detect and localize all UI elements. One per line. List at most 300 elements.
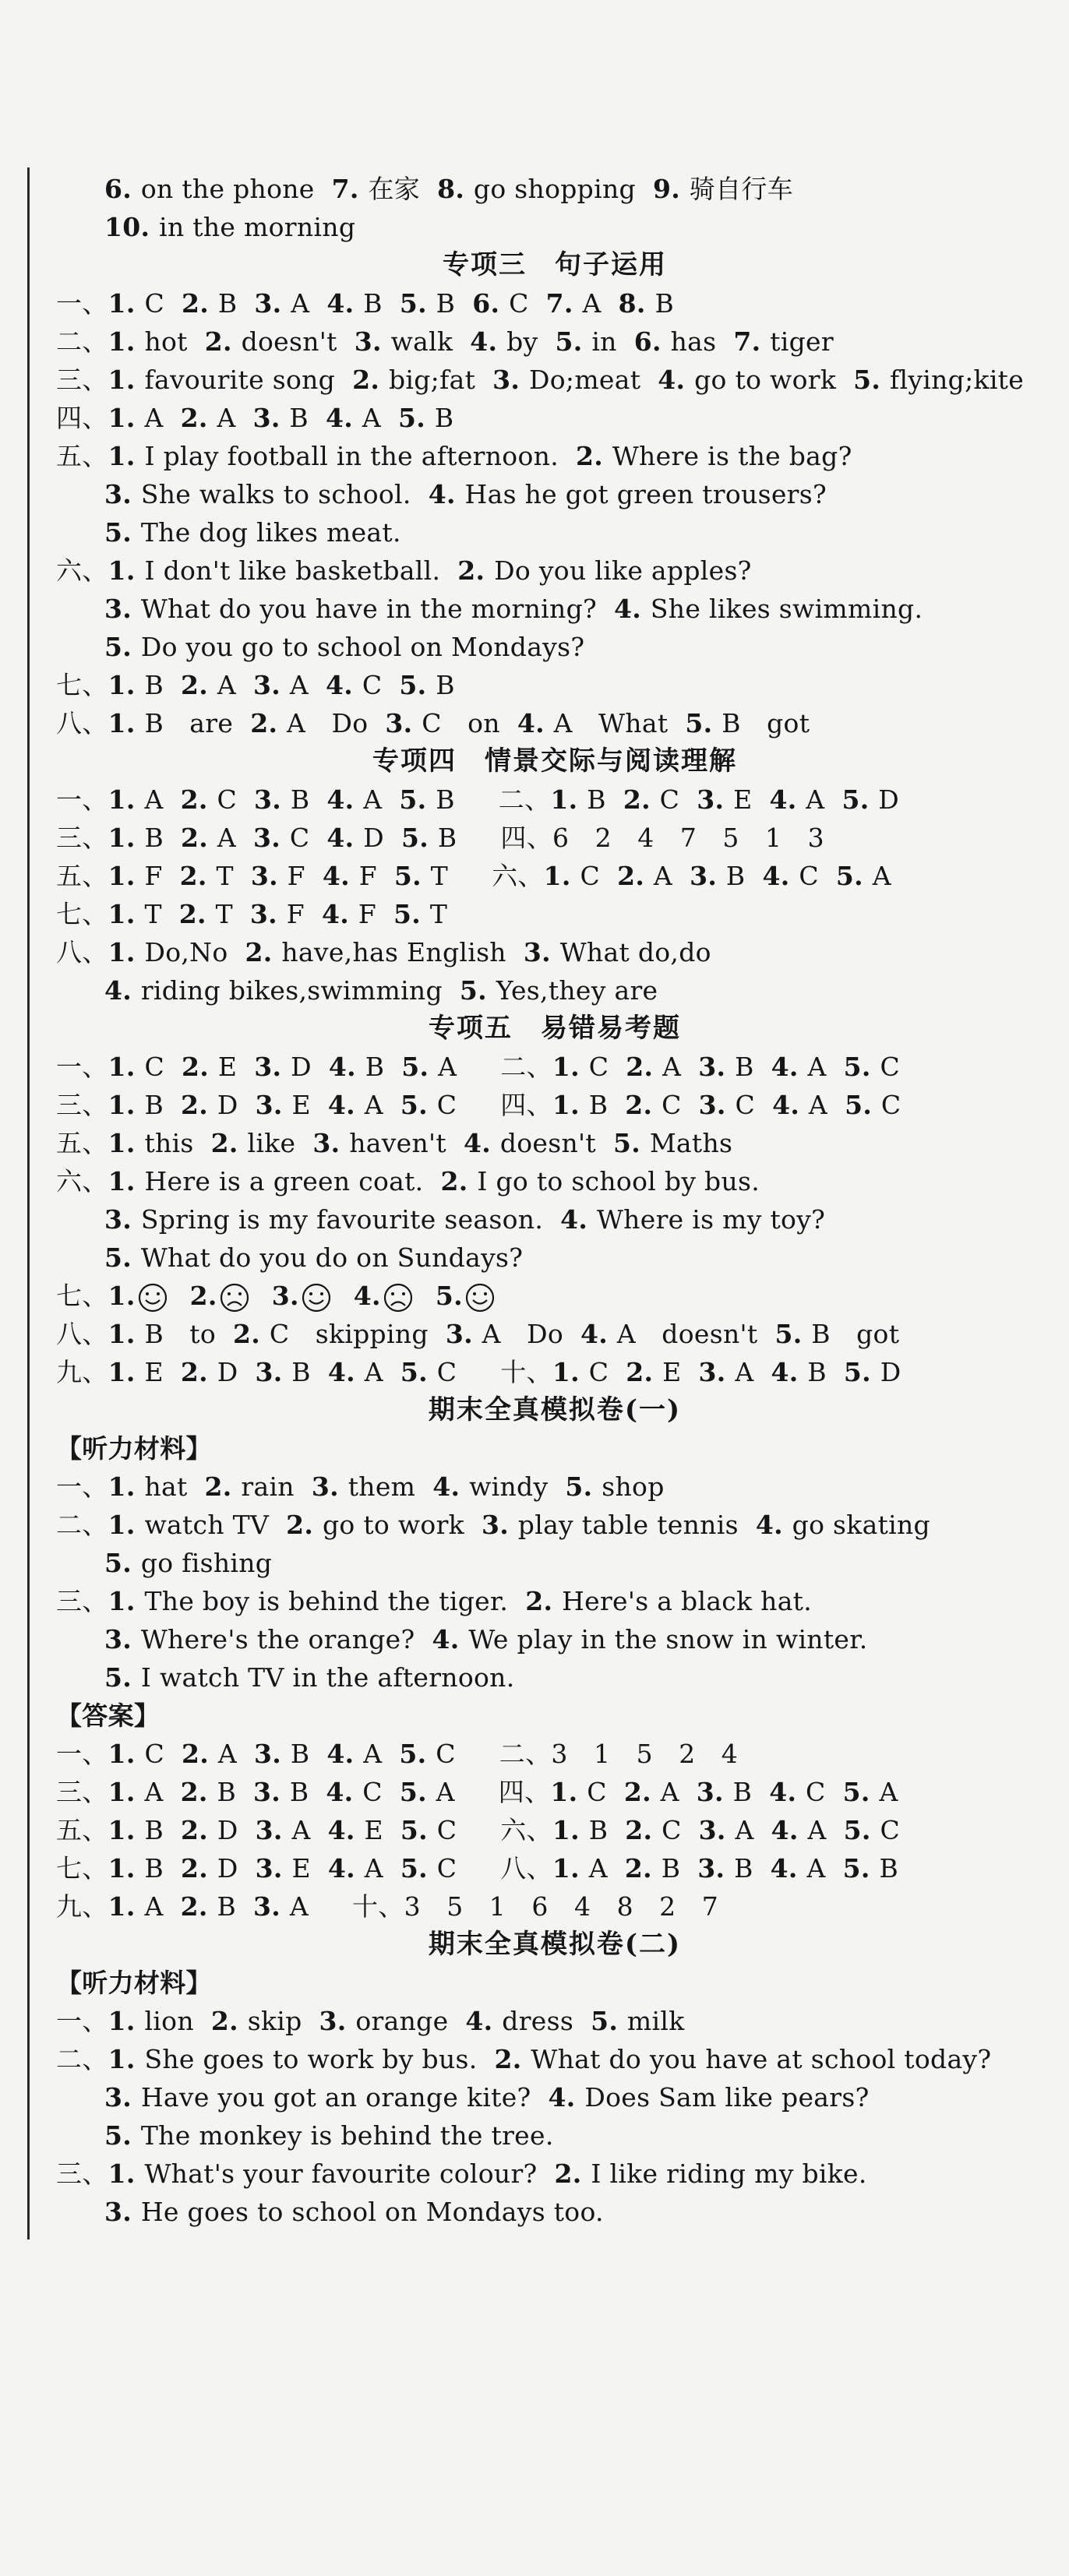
question-prefix: 十、 <box>351 1891 404 1922</box>
item-number: 3. <box>253 1777 290 1807</box>
item-number: 1. <box>108 555 145 586</box>
item-number: 3. <box>254 1052 291 1082</box>
answer-value: What do,do <box>559 937 711 967</box>
item-number: 4. <box>326 1739 364 1769</box>
answer-value: C <box>735 1090 756 1120</box>
answer-line <box>56 1811 1053 1849</box>
answer-value: T <box>429 899 448 929</box>
item-number: 4. <box>772 1090 809 1120</box>
item-number: 7. <box>733 326 771 357</box>
answer-value: E <box>733 784 753 815</box>
item-number: 4. <box>353 1281 381 1311</box>
answer-value: D <box>217 1815 238 1845</box>
answer-value: C <box>436 1853 457 1884</box>
item-number: 1. <box>552 1052 589 1082</box>
answer-line <box>56 628 1053 666</box>
item-number: 7. <box>545 288 583 319</box>
answer-value: I play football in the afternoon. <box>144 441 559 471</box>
answer-value: have,has English <box>281 937 506 967</box>
answer-value: Where is the bag? <box>612 441 852 471</box>
question-prefix: 三、 <box>56 2158 108 2189</box>
item-number: 4. <box>769 1777 806 1807</box>
item-number: 2. <box>525 1586 563 1616</box>
answer-value: A <box>662 1052 682 1082</box>
item-number: 6. <box>472 288 510 319</box>
answer-value: T <box>430 861 449 891</box>
answer-value: A <box>588 1853 608 1884</box>
answer-line <box>56 1277 1053 1315</box>
item-number: 1. <box>108 2044 145 2074</box>
item-number: 5. <box>393 861 431 891</box>
item-number: 5. <box>393 899 430 929</box>
item-number: 2. <box>182 1052 218 1082</box>
item-number: 5. <box>400 1853 437 1884</box>
answer-value: C <box>659 784 680 815</box>
item-number: 5. <box>843 1815 880 1845</box>
item-number: 1. <box>108 1319 145 1349</box>
item-number: 2. <box>181 1815 217 1845</box>
answer-value: A <box>217 670 236 700</box>
item-number: 1. <box>552 1357 589 1387</box>
item-number: 5. <box>401 823 438 853</box>
answer-value: What do you have in the morning? <box>140 594 598 624</box>
answer-value: T <box>215 899 233 929</box>
item-number: 1. <box>108 1777 145 1807</box>
sad-face-icon <box>383 1282 414 1313</box>
question-prefix: 十、 <box>500 1357 552 1387</box>
answer-value: lion <box>144 2006 194 2036</box>
item-number: 5. <box>845 1090 881 1120</box>
answer-value: A <box>291 1815 311 1845</box>
answer-value: B <box>588 1815 609 1845</box>
answer-value: A <box>364 1853 383 1884</box>
answer-line <box>56 1353 1053 1391</box>
section-title: 专项四 情景交际与阅读理解 <box>372 745 737 777</box>
answer-value: A <box>291 288 310 319</box>
item-number: 2. <box>286 1510 323 1540</box>
answer-value: B <box>144 823 164 853</box>
answer-value: has <box>670 326 717 357</box>
answer-value: Have you got an orange kite? <box>140 2082 531 2113</box>
item-number: 3. <box>698 1815 736 1845</box>
answer-value: B <box>807 1357 827 1387</box>
item-number: 3. <box>250 861 288 891</box>
item-number: 2. <box>352 365 389 395</box>
answer-value: Yes,they are <box>496 975 658 1006</box>
item-number: 2. <box>182 1739 218 1769</box>
item-number: 3. <box>255 1090 292 1120</box>
item-number: 3. <box>698 1052 736 1082</box>
answer-line <box>56 1620 1053 1658</box>
item-number: 3. <box>698 1357 736 1387</box>
smile-face-icon <box>464 1282 496 1313</box>
answer-value: tiger <box>770 326 834 357</box>
answer-value: B <box>734 1853 753 1884</box>
item-number: 4. <box>327 1090 365 1120</box>
answer-value: B <box>144 1815 164 1845</box>
answer-line <box>56 1658 1053 1697</box>
answer-value: A <box>807 1815 827 1845</box>
answer-value: hat <box>144 1471 188 1502</box>
question-prefix: 四、 <box>56 403 108 433</box>
answer-value: A <box>879 1777 898 1807</box>
item-number: 2. <box>245 937 282 967</box>
answer-value: 在家 <box>368 174 421 204</box>
answer-value: D <box>878 784 900 815</box>
answer-value: E <box>662 1357 682 1387</box>
item-number: 2. <box>180 1891 217 1922</box>
answer-line <box>56 666 1053 704</box>
item-number: 3. <box>319 2006 356 2036</box>
answer-value: She likes swimming. <box>650 594 923 624</box>
answer-value: rain <box>241 1471 295 1502</box>
item-number: 1. <box>108 326 145 357</box>
item-number: 2. <box>181 1853 217 1884</box>
item-number: 5. <box>400 1090 437 1120</box>
item-number: 1. <box>108 1510 145 1540</box>
answer-value: C <box>880 1090 901 1120</box>
question-prefix: 三、 <box>56 823 108 853</box>
answer-value: C <box>799 861 819 891</box>
item-number: 5. <box>400 1357 437 1387</box>
answer-value: A <box>144 1777 164 1807</box>
item-number: 3. <box>492 365 529 395</box>
item-number: 4. <box>771 1357 808 1387</box>
item-number: 1. <box>108 861 145 891</box>
question-prefix: 三、 <box>56 1586 108 1616</box>
item-number: 2. <box>180 403 217 433</box>
answer-value: C <box>436 1815 457 1845</box>
item-number: 4. <box>428 479 465 509</box>
answer-line <box>56 933 1053 971</box>
answer-line <box>56 2078 1053 2116</box>
answer-value: haven't <box>349 1128 446 1158</box>
answer-value: Where's the orange? <box>140 1624 415 1654</box>
item-number: 4. <box>548 2082 585 2113</box>
item-number: 1. <box>108 1090 145 1120</box>
answer-line <box>56 1468 1053 1506</box>
answer-line <box>56 208 1053 246</box>
answer-value: Has he got green trousers? <box>464 479 827 509</box>
answer-value: D <box>363 823 385 853</box>
answer-value: C <box>587 1777 607 1807</box>
answer-value: E <box>144 1357 164 1387</box>
item-number: 2. <box>494 2044 531 2074</box>
answer-line <box>56 1544 1053 1582</box>
item-number: 2. <box>554 2158 591 2189</box>
question-prefix: 二、 <box>56 1510 108 1540</box>
item-number: 3. <box>104 1624 141 1654</box>
answer-value: What do you do on Sundays? <box>140 1242 524 1273</box>
section-title: 期末全真模拟卷(二) <box>428 1929 682 1960</box>
answer-line <box>56 857 1053 895</box>
answer-value: F <box>287 861 305 891</box>
item-number: 3. <box>255 1815 292 1845</box>
question-prefix: 一、 <box>56 288 108 319</box>
answer-value: Do you go to school on Mondays? <box>140 632 585 662</box>
question-prefix: 五、 <box>56 861 108 891</box>
answer-value: them <box>348 1471 416 1502</box>
answer-value: F <box>286 899 305 929</box>
item-number: 4. <box>326 1777 363 1807</box>
question-prefix: 八、 <box>56 937 108 967</box>
answer-value: E <box>364 1815 383 1845</box>
item-number: 1. <box>108 1052 145 1082</box>
answer-value: E <box>217 1052 238 1082</box>
item-number: 1. <box>108 1357 145 1387</box>
answer-value: skip <box>247 2006 302 2036</box>
item-number: 1. <box>108 1166 145 1196</box>
item-number: 1. <box>543 861 580 891</box>
answer-value: C <box>144 1052 165 1082</box>
item-number: 2. <box>626 1357 663 1387</box>
question-prefix: 二、 <box>56 2044 108 2074</box>
answer-value: B <box>436 288 456 319</box>
answer-value: B <box>434 403 454 433</box>
answer-line <box>56 1506 1053 1544</box>
answer-value: C <box>880 1052 901 1082</box>
item-number: 5. <box>435 1281 463 1311</box>
item-number: 5. <box>774 1319 812 1349</box>
item-number: 2. <box>178 899 216 929</box>
answer-line <box>56 819 1053 857</box>
answer-value: A <box>582 288 602 319</box>
answer-value: Maths <box>649 1128 733 1158</box>
answer-value: C <box>362 1777 383 1807</box>
item-number: 3. <box>104 479 141 509</box>
answer-value: B <box>437 823 457 853</box>
item-number: 1. <box>552 1090 589 1120</box>
item-number: 5. <box>399 670 436 700</box>
answer-value: I like riding my bike. <box>591 2158 867 2189</box>
answer-value: hot <box>144 326 188 357</box>
item-number: 5. <box>841 784 879 815</box>
answer-value: 骑自行车 <box>689 174 793 204</box>
item-number: 2. <box>250 708 288 738</box>
answer-value: A <box>144 403 164 433</box>
item-number: 2. <box>181 670 217 700</box>
answer-value: I watch TV in the afternoon. <box>140 1662 515 1693</box>
answer-value: C skipping <box>269 1319 429 1349</box>
answer-value: B <box>365 1052 385 1082</box>
item-number: 4. <box>325 670 362 700</box>
item-number: 4. <box>470 326 507 357</box>
answer-value: E <box>291 1090 311 1120</box>
answer-value: this <box>144 1128 194 1158</box>
item-number: 1. <box>108 708 145 738</box>
item-number: 1. <box>108 1891 145 1922</box>
item-number: 3. <box>253 823 290 853</box>
answer-value: A <box>289 1891 309 1922</box>
answer-value: D <box>217 1357 238 1387</box>
answer-line <box>56 399 1053 437</box>
answer-value: go to work <box>322 1510 464 1540</box>
item-number: 1. <box>108 1128 145 1158</box>
answer-value: B <box>289 1777 309 1807</box>
item-number: 2. <box>617 861 654 891</box>
answer-line <box>56 1735 1053 1773</box>
answer-value: doesn't <box>499 1128 596 1158</box>
question-prefix: 七、 <box>56 1281 108 1311</box>
item-number: 5. <box>555 326 592 357</box>
item-number: 5. <box>104 1548 141 1578</box>
question-prefix: 五、 <box>56 1815 108 1845</box>
answer-line <box>56 1086 1053 1124</box>
answer-value: B <box>654 288 675 319</box>
item-number: 2. <box>440 1166 478 1196</box>
answer-value: dress <box>502 2006 574 2036</box>
item-number: 5. <box>399 784 436 815</box>
section-title: 专项三 句子运用 <box>443 249 667 280</box>
answer-value: B <box>290 784 310 815</box>
answer-value: A <box>144 784 164 815</box>
answer-value: A Do <box>482 1319 564 1349</box>
item-number: 5. <box>399 1777 436 1807</box>
answer-line <box>56 284 1053 322</box>
answer-value: C <box>662 1815 682 1845</box>
question-prefix: 七、 <box>56 670 108 700</box>
answer-value: B <box>661 1853 681 1884</box>
item-number: 4. <box>614 594 651 624</box>
item-number: 1. <box>108 1281 136 1311</box>
item-number: 1. <box>552 1815 589 1845</box>
answer-value: B <box>725 861 746 891</box>
item-number: 1. <box>108 937 145 967</box>
answer-line <box>56 437 1053 475</box>
item-number: 2. <box>457 555 495 586</box>
question-prefix: 六、 <box>500 1815 552 1845</box>
answer-value: B <box>217 1891 236 1922</box>
question-prefix: 四、 <box>498 1777 551 1807</box>
question-prefix: 六、 <box>56 555 108 586</box>
item-number: 4. <box>770 1853 807 1884</box>
item-number: 3. <box>697 784 734 815</box>
answer-line <box>56 1773 1053 1811</box>
item-number: 5. <box>685 708 722 738</box>
item-number: 3. <box>104 594 141 624</box>
item-number: 2. <box>623 784 660 815</box>
item-number: 2. <box>210 2006 248 2036</box>
answer-value: C <box>580 861 601 891</box>
question-prefix: 五、 <box>56 441 108 471</box>
item-number: 3. <box>523 937 560 967</box>
item-number: 1. <box>108 2158 145 2189</box>
item-number: 4. <box>328 1052 365 1082</box>
answer-value: C <box>588 1357 609 1387</box>
answer-value: watch TV <box>144 1510 270 1540</box>
item-number: 5. <box>591 2006 627 2036</box>
item-number: 3. <box>354 326 391 357</box>
answer-value: windy <box>469 1471 549 1502</box>
answer-value: B <box>735 1052 754 1082</box>
item-number: 6. <box>633 326 671 357</box>
answer-value: B got <box>721 708 810 738</box>
item-number: 1. <box>108 288 145 319</box>
item-number: 2. <box>204 326 242 357</box>
item-number: 3. <box>690 861 726 891</box>
answer-line <box>56 551 1053 590</box>
item-number: 10. <box>104 212 160 242</box>
answer-value: C <box>662 1090 682 1120</box>
answer-value: C <box>217 784 237 815</box>
item-number: 3. <box>254 1739 291 1769</box>
item-number: 8. <box>437 174 474 204</box>
answer-value: F <box>358 861 377 891</box>
item-number: 4. <box>658 365 695 395</box>
answer-line <box>56 704 1053 742</box>
answer-line <box>56 2193 1053 2231</box>
answer-value: B <box>436 670 455 700</box>
question-prefix: 一、 <box>56 2006 108 2036</box>
item-number: 1. <box>108 1739 145 1769</box>
answer-value: like <box>247 1128 296 1158</box>
item-number: 3. <box>271 1281 299 1311</box>
item-number: 2. <box>623 1777 661 1807</box>
item-number: 1. <box>108 1853 145 1884</box>
item-number: 5. <box>842 1853 880 1884</box>
question-prefix: 四、 <box>500 823 553 853</box>
answer-value: go fishing <box>140 1548 273 1578</box>
answer-value: B are <box>144 708 234 738</box>
answer-value: A <box>217 403 236 433</box>
answer-value: A <box>362 403 381 433</box>
item-number: 6. <box>104 174 141 204</box>
answer-value: 3 5 1 6 4 8 2 7 <box>404 1891 719 1922</box>
item-number: 5. <box>399 288 436 319</box>
answer-value: T <box>144 899 162 929</box>
answer-line <box>56 1162 1053 1200</box>
answer-value: C <box>289 823 310 853</box>
item-number: 4. <box>104 975 141 1006</box>
answer-value: A <box>735 1815 754 1845</box>
item-number: 4. <box>321 899 358 929</box>
item-number: 4. <box>771 1052 808 1082</box>
item-number: 1. <box>550 784 587 815</box>
answer-line <box>56 170 1053 208</box>
subsection-heading: 【听力材料】 <box>56 1968 212 1998</box>
item-number: 2. <box>576 441 612 471</box>
answer-value: B <box>588 1090 609 1120</box>
answer-value: Does Sam like pears? <box>584 2082 870 2113</box>
answer-value: C <box>436 1357 457 1387</box>
item-number: 2. <box>179 861 217 891</box>
answer-line <box>56 1239 1053 1277</box>
answer-value: B to <box>144 1319 217 1349</box>
answer-value: B <box>217 288 238 319</box>
answer-value: D <box>291 1052 312 1082</box>
answer-value: T <box>216 861 234 891</box>
answer-value: A <box>806 784 825 815</box>
item-number: 3. <box>253 1891 290 1922</box>
item-number: 5. <box>104 517 141 548</box>
question-prefix: 一、 <box>56 1739 108 1769</box>
answer-value: A <box>660 1777 679 1807</box>
answer-value: D <box>217 1853 238 1884</box>
item-number: 5. <box>843 1052 880 1082</box>
answer-value: A <box>438 1052 457 1082</box>
question-prefix: 九、 <box>56 1891 108 1922</box>
item-number: 1. <box>550 1777 587 1807</box>
item-number: 3. <box>481 1510 518 1540</box>
answer-value: big;fat <box>388 365 476 395</box>
item-number: 2. <box>180 784 217 815</box>
question-prefix: 八、 <box>56 708 108 738</box>
item-number: 3. <box>697 1853 735 1884</box>
answer-value: Here is a green coat. <box>144 1166 424 1196</box>
answer-value: B <box>587 784 606 815</box>
question-prefix: 五、 <box>56 1128 108 1158</box>
answer-value: The dog likes meat. <box>140 517 401 548</box>
